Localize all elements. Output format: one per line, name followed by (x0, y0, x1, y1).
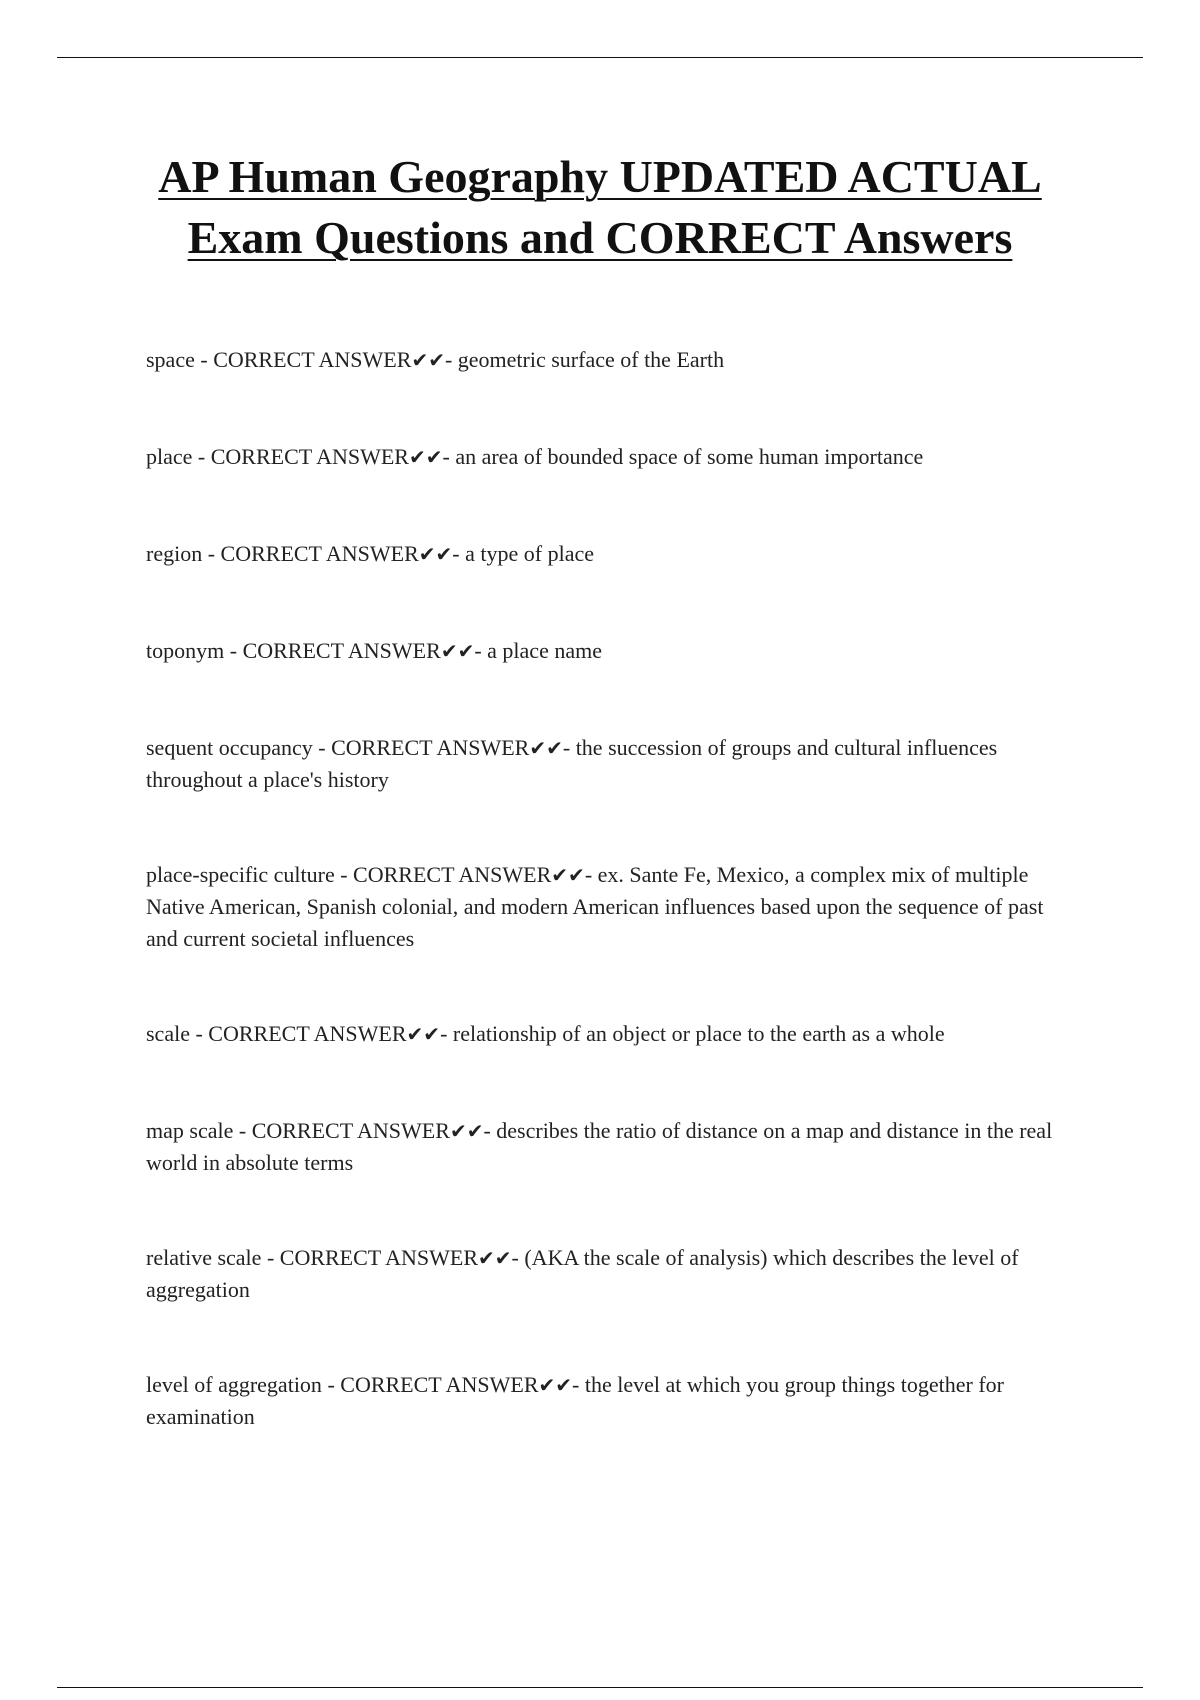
entry-map-scale: map scale - CORRECT ANSWER✔✔- describes the ratio of distance on a map and distance in the real world in absolute terms (146, 1118, 1053, 1175)
answer-marker: CORRECT ANSWER (331, 735, 530, 760)
entry-space: space - CORRECT ANSWER✔✔- geometric surface of the Earth (146, 347, 725, 372)
answer-marker: CORRECT ANSWER (340, 1372, 539, 1397)
double-check-icon: ✔✔ (406, 1022, 441, 1046)
entry-place: place - CORRECT ANSWER✔✔- an area of bounded space of some human importance (146, 444, 924, 469)
entry-sequent-occupancy: sequent occupancy - CORRECT ANSWER✔✔- the succession of groups and cultural influences throughout a place's history (146, 735, 998, 792)
bottom-rule (57, 1687, 1143, 1688)
answer-marker: CORRECT ANSWER (242, 638, 441, 663)
top-rule (57, 57, 1143, 58)
double-check-icon: ✔✔ (411, 348, 445, 372)
entry-region: region - CORRECT ANSWER✔✔- a type of place (146, 541, 594, 566)
double-check-icon: ✔✔ (449, 1119, 484, 1143)
entry-definition: a place name (487, 638, 602, 663)
double-check-icon: ✔✔ (529, 736, 563, 760)
entry-term: map scale (146, 1118, 234, 1143)
entry-term: level of aggregation (146, 1372, 322, 1397)
double-check-icon: ✔✔ (478, 1246, 512, 1270)
double-check-icon: ✔✔ (538, 1373, 573, 1397)
entry-relative-scale: relative scale - CORRECT ANSWER✔✔- (AKA the scale of analysis) which describes the level of aggregation (146, 1245, 1019, 1302)
entry-term: space (146, 347, 195, 372)
entry-definition: (AKA the scale of analysis) which describes the level of aggregation (146, 1245, 1019, 1302)
entry-definition: a type of place (465, 541, 594, 566)
answer-marker: CORRECT ANSWER (279, 1245, 479, 1270)
entry-term: place (146, 444, 193, 469)
entry-toponym: toponym - CORRECT ANSWER✔✔- a place name (146, 638, 602, 663)
double-check-icon: ✔✔ (418, 542, 453, 566)
entry-term: place-specific culture (146, 862, 335, 887)
entry-definition: an area of bounded space of some human importance (455, 444, 924, 469)
answer-marker: CORRECT ANSWER (208, 1021, 407, 1046)
entry-term: sequent occupancy (146, 735, 313, 760)
entry-definition: the succession of groups and cultural influences throughout a place's history (146, 735, 998, 792)
entry-definition: geometric surface of the Earth (457, 347, 725, 372)
answer-marker: CORRECT ANSWER (251, 1118, 450, 1143)
entry-term: scale (146, 1021, 190, 1046)
entry-term: relative scale (146, 1245, 262, 1270)
entry-definition: ex. Sante Fe, Mexico, a complex mix of multiple Native American, Spanish colonial, and modern American influences based upon the sequence of past and current societal influences (146, 862, 1044, 951)
answer-marker: CORRECT ANSWER (210, 444, 409, 469)
entry-term: toponym (146, 638, 225, 663)
double-check-icon: ✔✔ (440, 639, 475, 663)
entry-level-of-aggregation: level of aggregation - CORRECT ANSWER✔✔- the level at which you group things together for examination (146, 1372, 1004, 1429)
document-title: AP Human Geography UPDATED ACTUAL Exam Questions and CORRECT Answers (158, 151, 1042, 263)
entry-place-specific-culture: place-specific culture - CORRECT ANSWER✔✔- ex. Sante Fe, Mexico, a complex mix of multiple Native American, Spanish colonial, and modern American influences based upon the sequence of past and current societal influences (146, 862, 1044, 951)
entry-scale: scale - CORRECT ANSWER✔✔- relationship of an object or place to the earth as a whole (146, 1021, 945, 1046)
answer-marker: CORRECT ANSWER (353, 862, 552, 887)
answer-marker: CORRECT ANSWER (220, 541, 419, 566)
entry-definition: describes the ratio of distance on a map and distance in the real world in absolute terms (146, 1118, 1053, 1175)
answer-marker: CORRECT ANSWER (213, 347, 412, 372)
entry-definition: the level at which you group things together for examination (146, 1372, 1004, 1429)
entry-definition: relationship of an object or place to the earth as a whole (452, 1021, 945, 1046)
double-check-icon: ✔✔ (551, 863, 585, 887)
double-check-icon: ✔✔ (408, 445, 443, 469)
entry-term: region (146, 541, 203, 566)
